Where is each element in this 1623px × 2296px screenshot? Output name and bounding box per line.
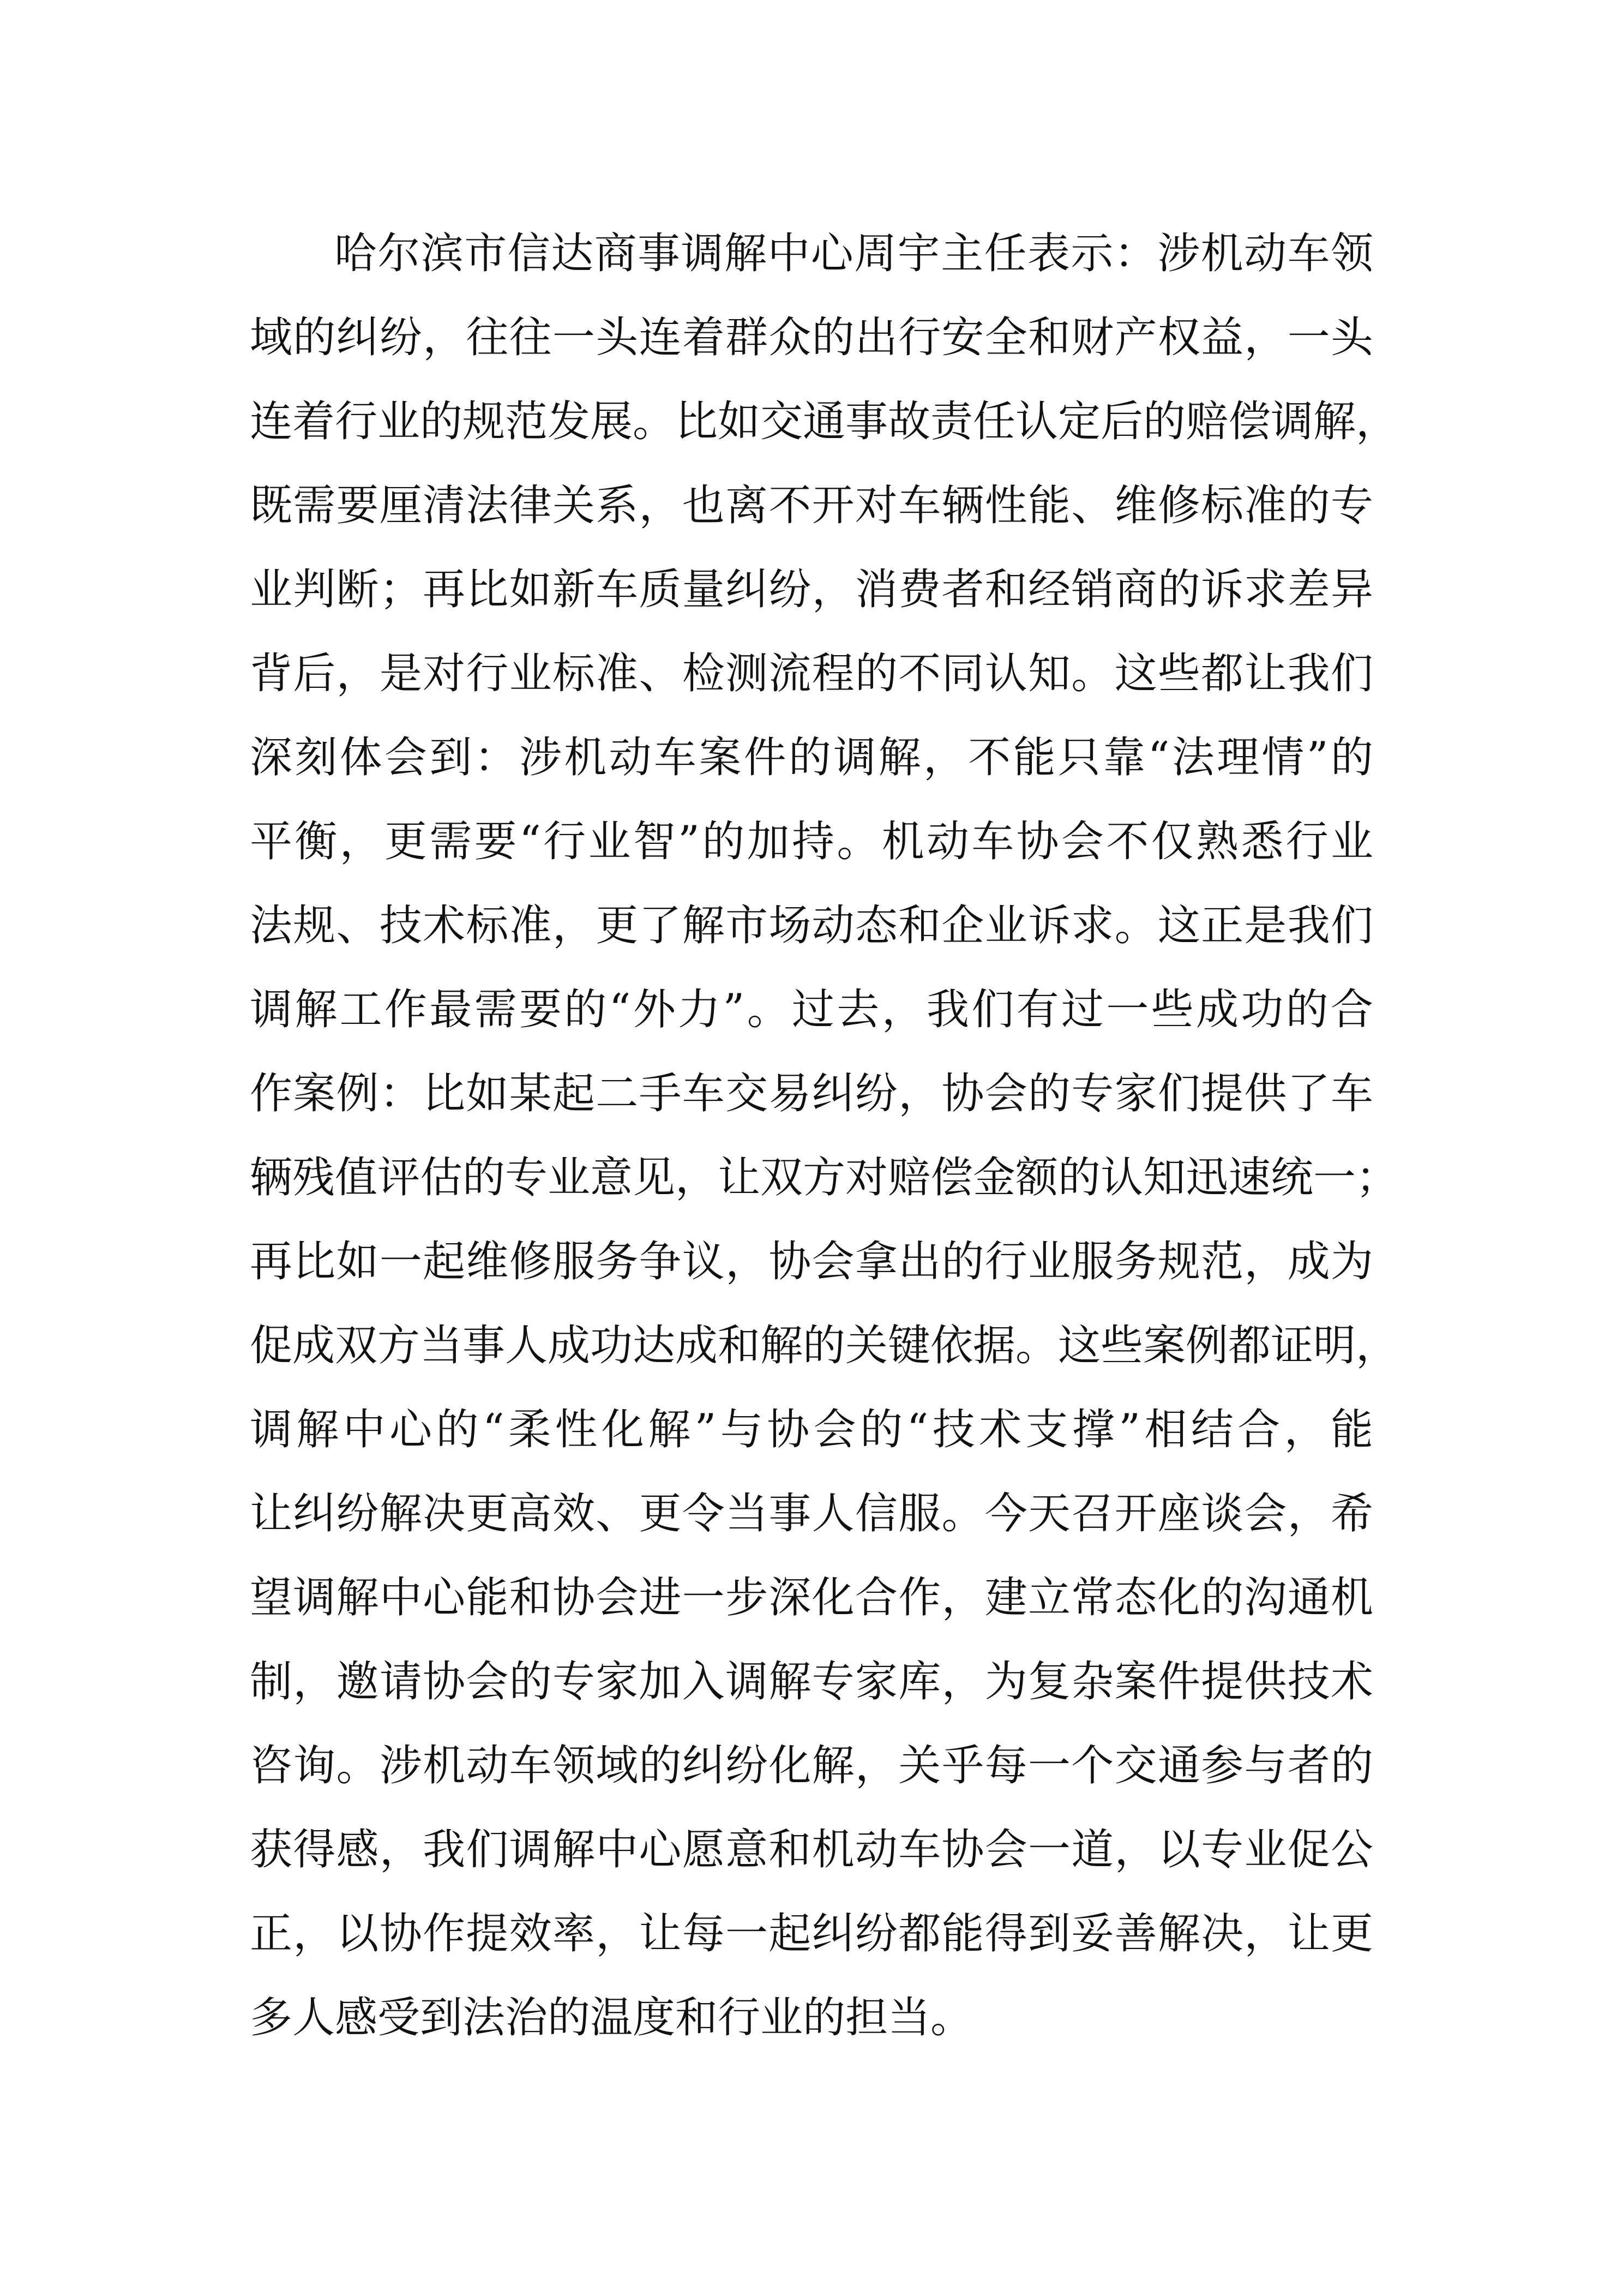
paragraph-line xyxy=(250,1388,1373,1472)
paragraph-line-text: 望调解中心能和协会进一步深化合作，建立常态化的沟通机 xyxy=(250,1573,1373,1622)
paragraph-line-text: 域的纠纷，往往一头连着群众的出行安全和财产权益，一头 xyxy=(250,313,1373,362)
paragraph-line xyxy=(250,800,1373,884)
paragraph-line xyxy=(250,1808,1373,1892)
paragraph-line-text: 让纠纷解决更高效、更令当事人信服。今天召开座谈会，希 xyxy=(250,1489,1373,1538)
paragraph-line-text: 连着行业的规范发展。比如交通事故责任认定后的赔偿调解， xyxy=(250,397,1399,446)
body-paragraph xyxy=(250,212,1399,2060)
paragraph-line xyxy=(250,464,1373,548)
paragraph-line xyxy=(250,1556,1373,1640)
paragraph-line-final xyxy=(250,1976,1373,2060)
paragraph-line xyxy=(250,884,1373,968)
paragraph-line-text: 再比如一起维修服务争议，协会拿出的行业服务规范，成为 xyxy=(250,1237,1373,1286)
paragraph-line-text: 咨询。涉机动车领域的纠纷化解，关乎每一个交通参与者的 xyxy=(250,1741,1373,1790)
paragraph-line-text: 作案例：比如某起二手车交易纠纷，协会的专家们提供了车 xyxy=(250,1069,1373,1118)
paragraph-line xyxy=(250,296,1373,380)
paragraph-line xyxy=(250,1724,1373,1808)
paragraph-line xyxy=(250,380,1399,464)
paragraph-line xyxy=(250,1640,1373,1724)
paragraph-line-text: 正，以协作提效率，让每一起纠纷都能得到妥善解决，让更 xyxy=(250,1909,1373,1958)
paragraph-line-text: 调解中心的“柔性化解”与协会的“技术支撑”相结合，能 xyxy=(250,1405,1373,1454)
paragraph-line-text: 深刻体会到：涉机动车案件的调解，不能只靠“法理情”的 xyxy=(250,733,1373,782)
paragraph-line-text: 获得感，我们调解中心愿意和机动车协会一道，以专业促公 xyxy=(250,1825,1373,1874)
paragraph-line xyxy=(250,968,1373,1052)
paragraph-line-text: 业判断；再比如新车质量纠纷，消费者和经销商的诉求差异 xyxy=(250,565,1373,614)
paragraph-line-text: 辆残值评估的专业意见，让双方对赔偿金额的认知迅速统一； xyxy=(250,1153,1399,1202)
paragraph-line xyxy=(250,1892,1373,1976)
paragraph-line-text: 背后，是对行业标准、检测流程的不同认知。这些都让我们 xyxy=(250,649,1373,698)
paragraph-line-text: 平衡，更需要“行业智”的加持。机动车协会不仅熟悉行业 xyxy=(250,817,1373,866)
paragraph-line-text: 促成双方当事人成功达成和解的关键依据。这些案例都证明， xyxy=(250,1321,1399,1370)
paragraph-line xyxy=(250,1136,1399,1220)
paragraph-line-text: 制，邀请协会的专家加入调解专家库，为复杂案件提供技术 xyxy=(250,1657,1373,1706)
paragraph-line xyxy=(250,1052,1373,1136)
paragraph-line xyxy=(250,212,1373,296)
paragraph-line-text: 多人感受到法治的温度和行业的担当。 xyxy=(250,1993,973,2042)
paragraph-line xyxy=(250,1304,1399,1388)
paragraph-line-text: 法规、技术标准，更了解市场动态和企业诉求。这正是我们 xyxy=(250,901,1373,950)
paragraph-line xyxy=(250,1472,1373,1556)
paragraph-line xyxy=(250,548,1373,632)
paragraph-line xyxy=(250,1220,1373,1304)
paragraph-line-text: 既需要厘清法律关系，也离不开对车辆性能、维修标准的专 xyxy=(250,481,1373,530)
paragraph-line-text: 调解工作最需要的“外力”。过去，我们有过一些成功的合 xyxy=(250,985,1373,1034)
paragraph-line-text: 哈尔滨市信达商事调解中心周宇主任表示：涉机动车领 xyxy=(334,229,1373,278)
paragraph-line xyxy=(250,716,1373,800)
paragraph-line xyxy=(250,632,1373,716)
